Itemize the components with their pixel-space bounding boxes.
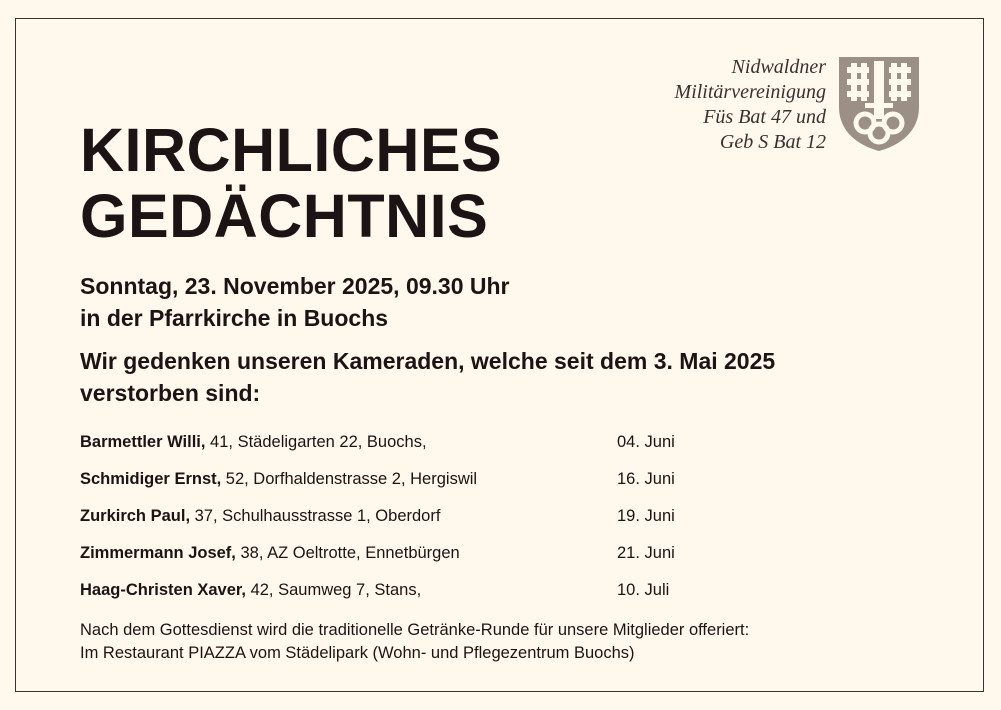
page-title	[80, 117, 502, 249]
deceased-list	[80, 424, 900, 609]
organization-line: Militärvereinigung	[674, 81, 826, 103]
deceased-name: Haag-Christen Xaver,	[80, 581, 246, 599]
footer-note	[80, 619, 749, 665]
list-item	[80, 424, 900, 461]
death-date: 04. Juni	[617, 433, 675, 451]
organization-name	[675, 55, 826, 155]
organization-line: Geb S Bat 12	[719, 131, 826, 153]
deceased-name: Schmidiger Ernst,	[80, 470, 222, 488]
organization-line: Nidwaldner	[731, 56, 826, 78]
memorial-intro	[80, 345, 775, 409]
death-date: 16. Juni	[617, 470, 675, 488]
title-line: KIRCHLICHES	[80, 116, 503, 184]
deceased-details: 38, AZ Oeltrotte, Ennetbürgen	[235, 544, 460, 562]
nidwalden-coat-of-arms-icon	[839, 57, 919, 151]
list-item	[80, 535, 900, 572]
organization-line: Füs Bat 47 und	[703, 106, 826, 128]
deceased-name: Barmettler Willi,	[80, 433, 206, 451]
list-item	[80, 461, 900, 498]
footer-line: Im Restaurant PIAZZA vom Städelipark (Wohn- und Pflegezentrum Buochs)	[80, 644, 635, 662]
deceased-details: 42, Saumweg 7, Stans,	[245, 581, 422, 599]
title-line: GEDÄCHTNIS	[80, 182, 489, 250]
intro-line: verstorben sind:	[80, 380, 261, 406]
deceased-details: 52, Dorfhaldenstrasse 2, Hergiswil	[221, 470, 478, 488]
event-location: in der Pfarrkirche in Buochs	[80, 305, 389, 331]
death-date: 21. Juni	[617, 544, 675, 562]
deceased-details: 41, Städeligarten 22, Buochs,	[205, 433, 427, 451]
event-info	[80, 270, 510, 334]
list-item	[80, 572, 900, 609]
deceased-details: 37, Schulhausstrasse 1, Oberdorf	[190, 507, 441, 525]
list-item	[80, 498, 900, 535]
footer-line: Nach dem Gottesdienst wird die traditionelle Getränke-Runde für unsere Mitglieder offeriert:	[80, 621, 750, 639]
death-date: 19. Juni	[617, 507, 675, 525]
deceased-name: Zimmermann Josef,	[80, 544, 236, 562]
deceased-name: Zurkirch Paul,	[80, 507, 191, 525]
intro-line: Wir gedenken unseren Kameraden, welche seit dem 3. Mai 2025	[80, 348, 776, 374]
event-date-time: Sonntag, 23. November 2025, 09.30 Uhr	[80, 273, 510, 299]
death-date: 10. Juli	[617, 581, 670, 599]
